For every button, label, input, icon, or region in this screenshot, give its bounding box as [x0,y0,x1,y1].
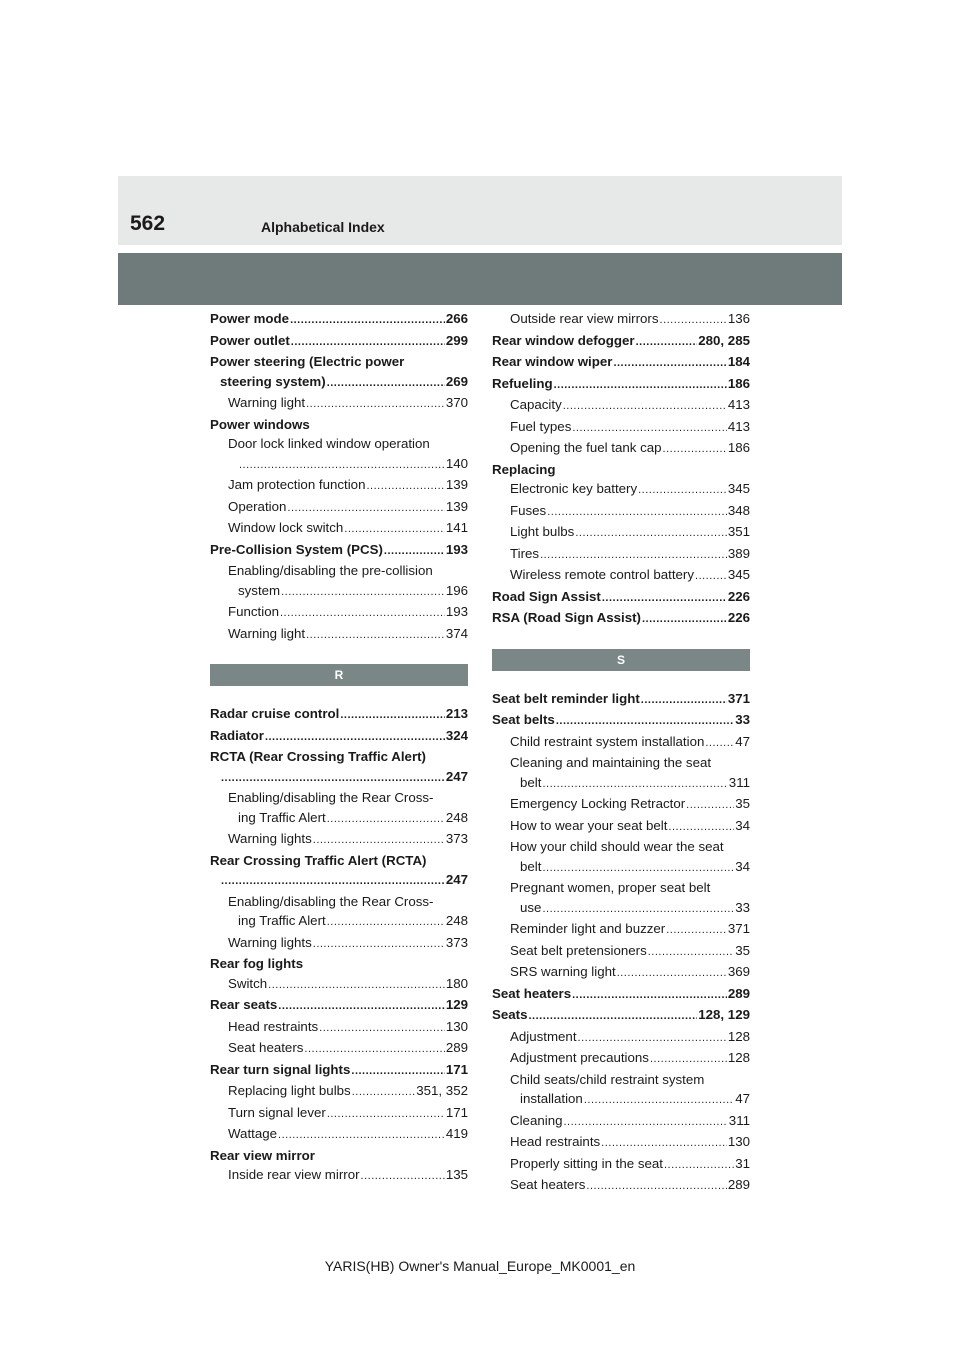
index-subentry: Opening the fuel tank cap ..... 186 [492,438,750,460]
index-entry: Seat belts ..... 33 [492,710,750,732]
index-entry: Rear seats ..... 129 [210,995,468,1017]
index-entry: Rear turn signal lights ..... 171 [210,1060,468,1082]
index-entry: Radiator ..... 324 [210,726,468,748]
index-subentry: Fuel types ..... 413 [492,417,750,439]
index-subentry: Child restraint system installation ..... 47 [492,732,750,754]
index-subentry: Head restraints ..... 130 [492,1132,750,1154]
index-entry: Refueling ..... 186 [492,374,750,396]
index-subentry: Capacity ..... 413 [492,395,750,417]
index-entry: Seat heaters ..... 289 [492,984,750,1006]
index-entry: Radar cruise control ..... 213 [210,704,468,726]
index-entry-continuation: ..... 247 [210,767,468,789]
index-subentry: Enabling/disabling the pre-collision [228,563,433,578]
index-subentry: Adjustment ..... 128 [492,1027,750,1049]
index-entry-continuation: ..... 247 [210,870,468,892]
index-subentry: Turn signal lever ..... 171 [210,1103,468,1125]
index-subentry: Wireless remote control battery ..... 345 [492,565,750,587]
index-subentry: Emergency Locking Retractor ..... 35 [492,794,750,816]
section-banner [118,253,842,305]
index-subentry: Seat belt pretensioners ..... 35 [492,941,750,963]
index-column-right [492,309,750,1197]
index-entry: Seats ..... 128, 129 [492,1005,750,1027]
index-subentry: Operation ..... 139 [210,497,468,519]
index-subentry: Inside rear view mirror ..... 135 [210,1165,468,1187]
index-subentry: Window lock switch ..... 141 [210,518,468,540]
index-subentry: Switch ..... 180 [210,974,468,996]
index-subentry: Replacing light bulbs ..... 351, 352 [210,1081,468,1103]
index-entry: RCTA (Rear Crossing Traffic Alert) [210,749,426,764]
index-entry: Rear Crossing Traffic Alert (RCTA) [210,852,427,868]
index-entry: Rear window defogger ..... 280, 285 [492,331,750,353]
index-entry: Power mode ..... 266 [210,309,468,331]
index-entry: Seat belt reminder light ..... 371 [492,689,750,711]
index-subentry: How to wear your seat belt ..... 34 [492,816,750,838]
index-subentry-continuation: ..... 140 [210,454,468,476]
index-subentry: Warning lights ..... 373 [210,829,468,851]
index-subentry: Reminder light and buzzer ..... 371 [492,919,750,941]
index-subentry: Outside rear view mirrors ..... 136 [492,309,750,331]
index-subentry: Wattage ..... 419 [210,1124,468,1146]
index-subentry: Warning light ..... 370 [210,393,468,415]
index-subentry: SRS warning light ..... 369 [492,962,750,984]
index-subentry: Fuses ..... 348 [492,501,750,523]
index-subentry: Tires ..... 389 [492,544,750,566]
index-subentry: Electronic key battery ..... 345 [492,479,750,501]
index-entry-continuation: steering system) ..... 269 [210,372,468,394]
index-subentry-continuation: ing Traffic Alert ..... 248 [210,911,468,933]
index-subentry-continuation: ing Traffic Alert ..... 248 [210,808,468,830]
index-subentry-continuation: use ..... 33 [492,898,750,920]
index-subentry: Jam protection function ..... 139 [210,475,468,497]
index-subentry-continuation: belt ..... 34 [492,857,750,879]
index-subentry: Properly sitting in the seat ..... 31 [492,1154,750,1176]
header-band [118,176,842,245]
index-subentry: Head restraints ..... 130 [210,1017,468,1039]
index-subentry: Seat heaters ..... 289 [210,1038,468,1060]
index-subentry: Function ..... 193 [210,602,468,624]
index-entry: Rear window wiper ..... 184 [492,352,750,374]
letter-heading-r: R [210,664,468,686]
section-title: Alphabetical Index [261,219,385,235]
index-entry: Rear view mirror [210,1147,315,1163]
index-subentry: Warning lights ..... 373 [210,933,468,955]
index-entry: RSA (Road Sign Assist) ..... 226 [492,608,750,630]
index-entry: Power outlet ..... 299 [210,331,468,353]
index-subentry: Pregnant women, proper seat belt [510,880,711,895]
index-subentry-continuation: belt ..... 311 [492,773,750,795]
page-number: 562 [130,212,166,235]
index-subentry: Enabling/disabling the Rear Cross- [228,893,434,909]
index-subentry: Cleaning and maintaining the seat [510,755,712,770]
index-entry: Pre-Collision System (PCS) ..... 193 [210,540,468,562]
index-column-left [210,309,468,1187]
index-subentry: Warning light ..... 374 [210,624,468,646]
letter-heading-s: S [492,649,750,671]
index-subentry: Seat heaters ..... 289 [492,1175,750,1197]
page-footer: YARIS(HB) Owner's Manual_Europe_MK0001_en [324,1258,636,1274]
index-subentry: Adjustment precautions ..... 128 [492,1048,750,1070]
index-subentry: How your child should wear the seat [510,839,724,854]
index-entry: Road Sign Assist ..... 226 [492,587,750,609]
index-subentry: Child seats/child restraint system [510,1071,705,1087]
index-entry: Power windows [210,416,310,432]
index-subentry: Light bulbs ..... 351 [492,522,750,544]
index-subentry: Door lock linked window operation [228,436,430,451]
index-entry: Power steering (Electric power [210,354,405,369]
index-subentry-continuation: system ..... 196 [210,581,468,603]
index-entry: Replacing [492,461,556,477]
index-subentry: Enabling/disabling the Rear Cross- [228,790,434,805]
index-entry: Rear fog lights [210,956,304,971]
index-subentry: Cleaning ..... 311 [492,1111,750,1133]
index-subentry-continuation: installation ..... 47 [492,1089,750,1111]
